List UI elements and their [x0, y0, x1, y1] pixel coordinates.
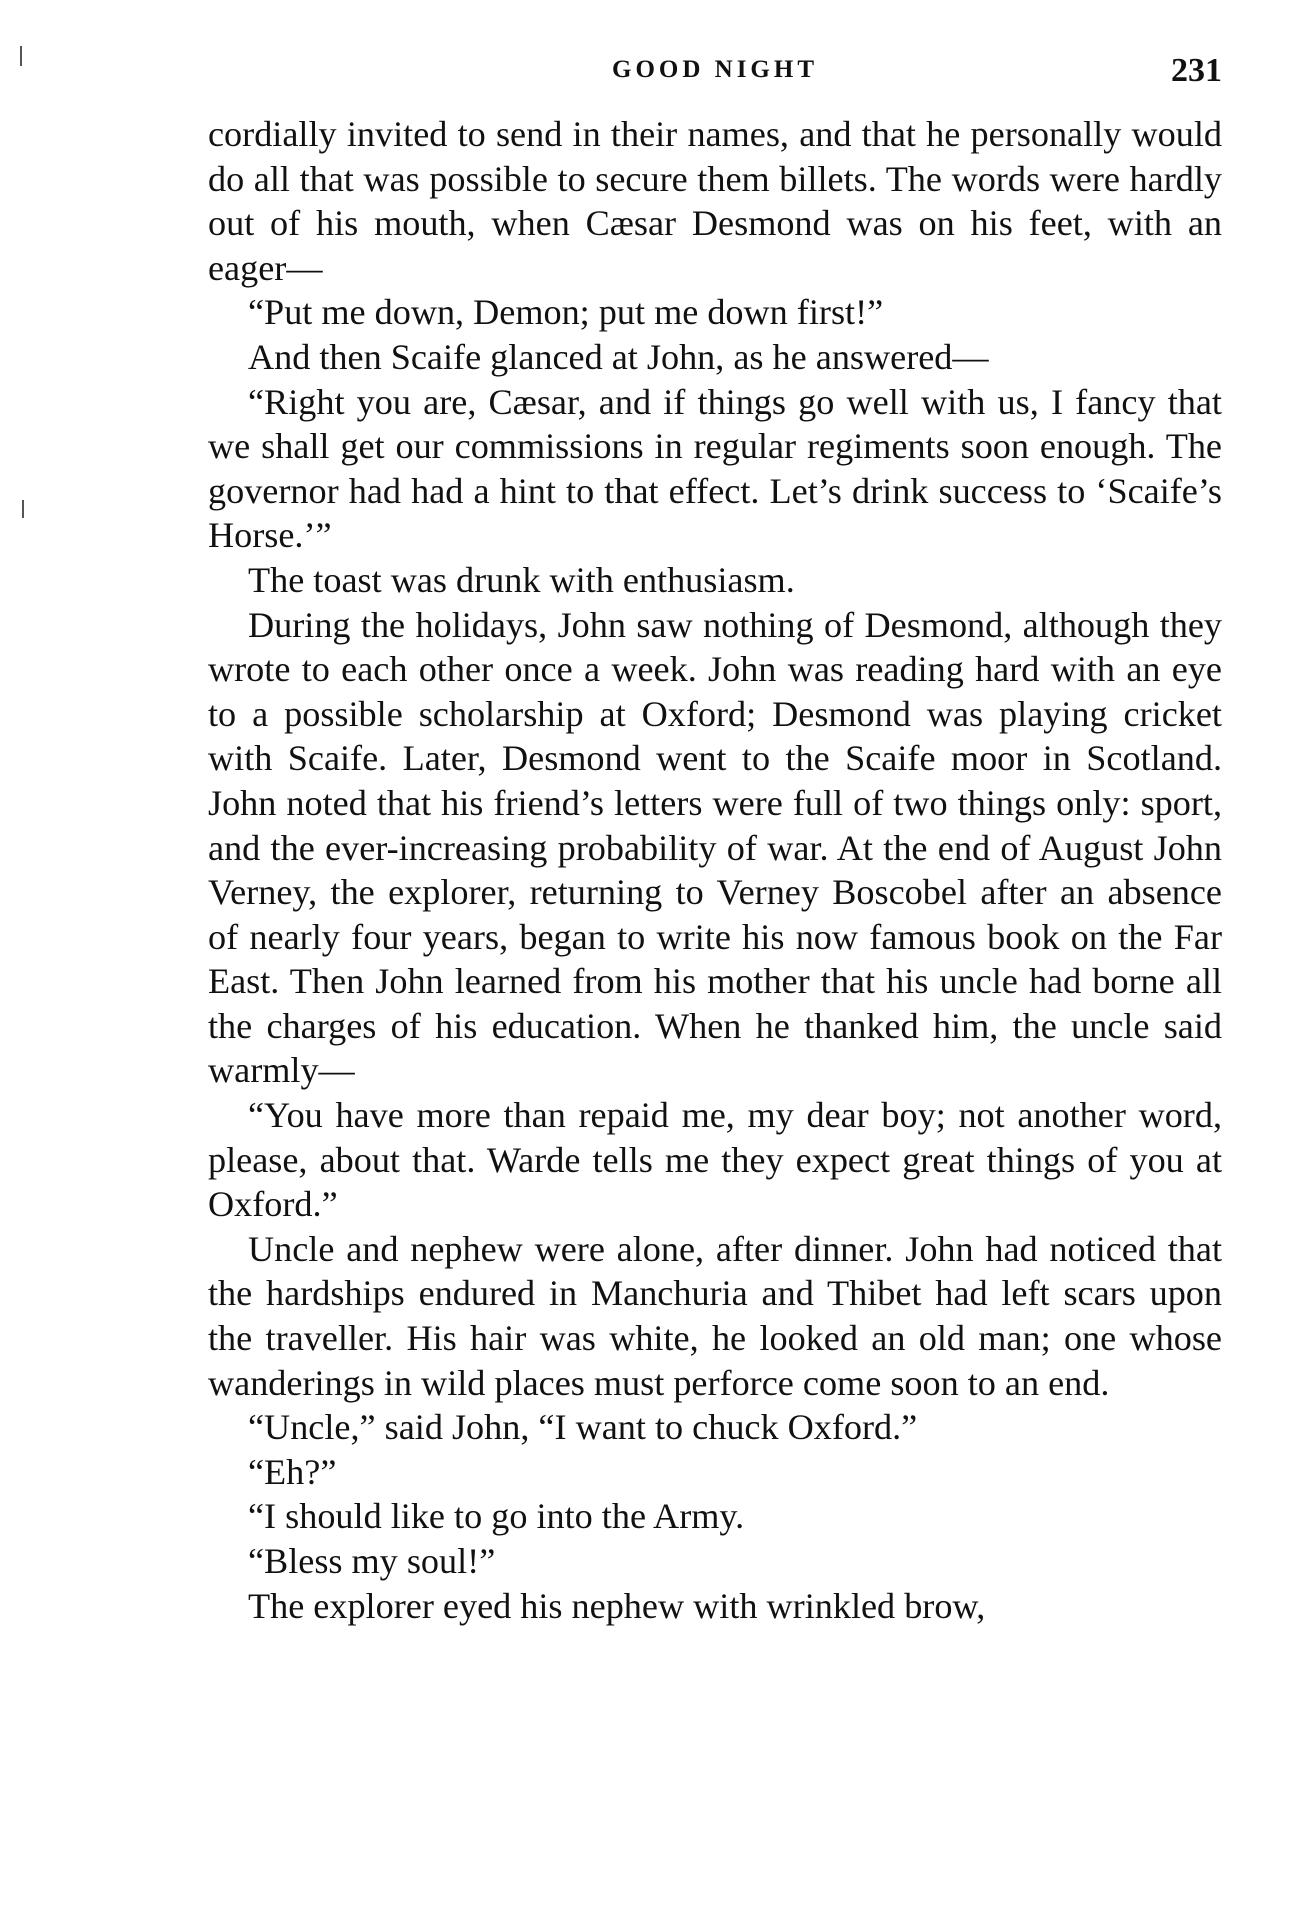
paragraph: Uncle and nephew were alone, after dinner. John had noticed that the hardships endured in Manchuria and Thibet had left scars upon the traveller. His hair was white, he looked an old man; one whose wanderings in wild places must perforce come soon to an end.	[208, 1228, 1222, 1403]
running-title: GOOD NIGHT	[612, 56, 818, 83]
body-text	[208, 112, 1222, 1628]
paragraph: “I should like to go into the Army.	[248, 1496, 745, 1537]
page-number: 231	[1171, 52, 1222, 89]
paragraph: “Put me down, Demon; put me down first!”	[248, 292, 884, 333]
paragraph: “Eh?”	[248, 1451, 337, 1492]
paragraph: The explorer eyed his nephew with wrinkled brow,	[248, 1585, 986, 1626]
scan-margin-mark	[20, 46, 22, 66]
paragraph: “Bless my soul!”	[248, 1541, 496, 1581]
paragraph: The toast was drunk with enthusiasm.	[248, 559, 795, 600]
paragraph: “Uncle,” said John, “I want to chuck Oxford.”	[248, 1407, 918, 1448]
paragraph: During the holidays, John saw nothing of Desmond, although they wrote to each other once a week. John was reading hard with an eye to a possible scholarship at Oxford; Desmond was playing cricket with Scaife. Later, Desmond went to the Scaife moor in Scotland. John noted that his friend’s letters were full of two things only: sport, and the ever-increasing probability of war. At the end of August John Verney, the explorer, returning to Verney Boscobel after an absence of nearly four years, began to write his now famous book on the Far East. Then John learned from his mother that his uncle had borne all the charges of his education. When he thanked him, the uncle said warmly—	[208, 604, 1222, 1091]
paragraph: “Right you are, Cæsar, and if things go well with us, I fancy that we shall get our commissions in regular regiments soon enough. The governor had had a hint to that effect. Let’s drink success to ‘Scaife’s Horse.’”	[208, 381, 1222, 556]
running-head	[208, 52, 1222, 96]
paragraph: And then Scaife glanced at John, as he answered—	[248, 336, 989, 377]
scan-margin-mark	[22, 500, 24, 518]
paragraph: cordially invited to send in their names, and that he personally would do all that was possible to secure them billets. The words were hardly out of his mouth, when Cæsar Desmond was on his feet, with an eager—	[208, 114, 1222, 288]
paragraph: “You have more than repaid me, my dear boy; not another word, please, about that. Warde tells me they expect great things of you at Oxford.”	[208, 1095, 1222, 1225]
